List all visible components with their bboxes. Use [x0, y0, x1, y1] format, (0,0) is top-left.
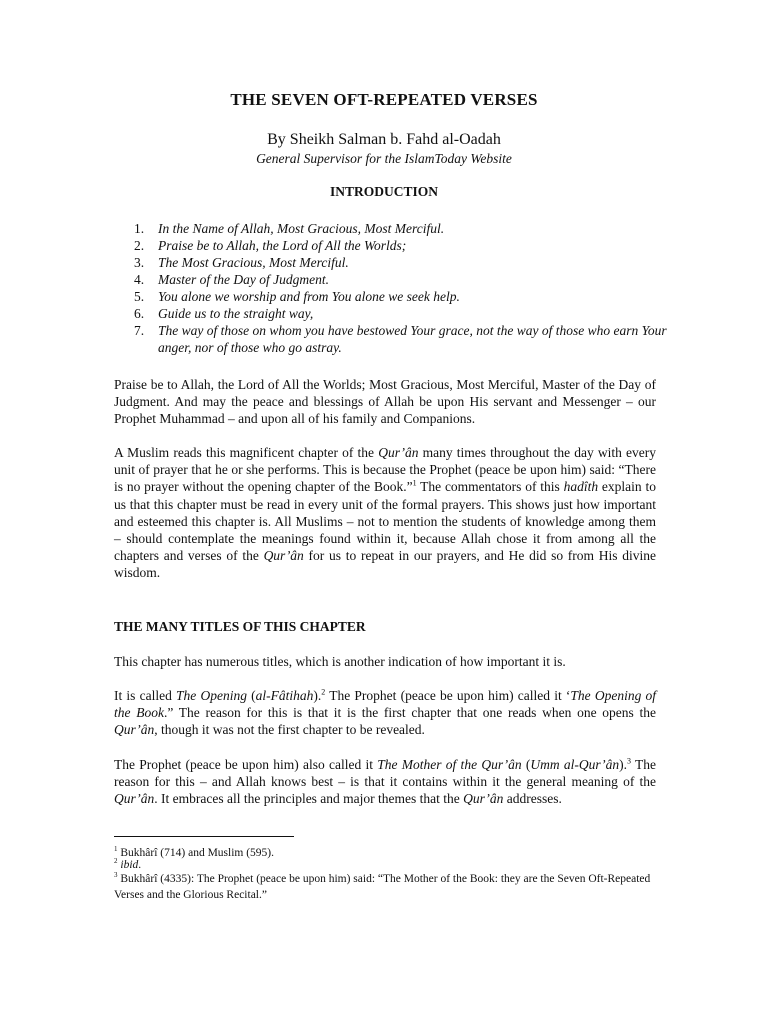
verse-number: 7. [134, 323, 145, 338]
text-italic: Qur’ân [463, 791, 504, 807]
verse-number: 3. [134, 255, 145, 270]
footnote-ref: 3 [626, 756, 631, 766]
text-run: addresses. [503, 791, 562, 807]
verse-text: Praise be to Allah, the Lord of All the Worlds; [158, 238, 407, 253]
verse-item [114, 288, 674, 305]
text-italic: al-Fâtihah [255, 688, 314, 703]
footnote-3 [114, 871, 662, 903]
footnote-text: Bukhârî (714) and Muslim (595). [117, 847, 275, 859]
verse-number: 2. [134, 238, 145, 253]
verse-number: 1. [134, 221, 145, 236]
verse-text: In the Name of Allah, Most Gracious, Most Merciful. [158, 221, 445, 236]
verse-item [114, 271, 674, 288]
paragraph-muslim-reads [114, 444, 656, 582]
paragraph-numerous-titles: This chapter has numerous titles, which is another indication of how important it is. [114, 654, 566, 669]
verse-list [114, 220, 674, 356]
author-byline: By Sheikh Salman b. Fahd al-Oadah [267, 131, 501, 148]
verse-item [114, 237, 674, 254]
footnote-number: 2 [114, 857, 118, 866]
text-italic: Qur’ân [114, 791, 155, 807]
verse-number: 4. [134, 272, 145, 287]
verse-item [114, 254, 674, 271]
footnote-text: Bukhârî (4335): The Prophet (peace be upon him) said: “The Mother of the Book: they are the Seven Oft-Repeated Verses and the Glorious Recital.” [114, 873, 651, 901]
text-run: ( [521, 757, 531, 772]
text-run: for us to repeat in our prayers, and He did so from His divine wisdom. [114, 548, 656, 581]
text-run: It is called [114, 688, 177, 703]
footnote-text: ibid [120, 859, 139, 871]
text-italic: Umm al-Qur’ân [530, 757, 620, 772]
author-role: General Supervisor for the IslamToday Website [256, 151, 512, 166]
section-heading-titles: THE MANY TITLES OF THIS CHAPTER [114, 619, 366, 634]
text-run: ). [313, 688, 322, 703]
verse-number: 6. [134, 306, 145, 321]
verse-text: Guide us to the straight way, [158, 306, 314, 321]
text-italic: The Opening [176, 688, 247, 703]
text-run: The Prophet (peace be upon him) also called it [114, 757, 378, 772]
paragraph-praise: Praise be to Allah, the Lord of All the Worlds; Most Gracious, Most Merciful, Master of the Day of Judgment. And may the peace and blessings of Allah be upon His servant and Messenger – our Prophet Muhammad – and upon all of his family and Companions. [114, 377, 656, 427]
verse-text: The way of those on whom you have bestowed Your grace, not the way of those who earn Your anger, nor of those who go astray. [158, 323, 667, 355]
text-run: , though it was not the first chapter to be revealed. [154, 722, 425, 738]
footnote-2: $^2$ ibid. [114, 857, 142, 871]
text-run: explain to us that this chapter must be read in every unit of the formal prayers. This shows just how important and esteemed this chapter is. All Muslims – not to mention the students of knowledge among them – should contemplate the meanings found within it, because Allah chose it from among all the chapters and verses of the [114, 479, 656, 564]
text-italic: The Mother of the Qur’ân [377, 757, 522, 772]
verse-item [114, 220, 674, 237]
text-run: ( [246, 688, 256, 703]
paragraph-the-opening [114, 687, 656, 739]
text-run: many times throughout the day with every unit of prayer that he or she performs. This is because the Prophet (peace be upon him) said: “There is no prayer without the opening chapter of the Book.” [114, 445, 657, 495]
text-run: A Muslim reads this magnificent chapter of the [114, 445, 379, 460]
paragraph-mother-of-quran [114, 756, 656, 808]
text-run: The reason for this – and Allah knows best – is that it contains within it the general meaning of the [114, 757, 656, 790]
section-heading-introduction: INTRODUCTION [329, 184, 438, 199]
text-italic: Qur’ân [378, 445, 419, 460]
footnote-number: 3 [114, 871, 118, 880]
text-run: The commentators of this [416, 479, 564, 495]
text-run: ). [619, 757, 627, 772]
text-italic: Qur’ân [114, 722, 155, 738]
verse-item [114, 305, 674, 322]
verse-item [114, 322, 674, 356]
document-title: THE SEVEN OFT-REPEATED VERSES [230, 90, 538, 109]
footnote-ref: 2 [321, 687, 326, 697]
verse-text: The Most Gracious, Most Merciful. [158, 255, 349, 270]
verse-text: You alone we worship and from You alone we seek help. [158, 289, 460, 304]
verse-text: Master of the Day of Judgment. [158, 272, 329, 287]
footnote-divider [114, 836, 294, 837]
footnote-ref: 1 [412, 478, 417, 488]
verse-number: 5. [134, 289, 145, 304]
text-run: The Prophet (peace be upon him) called it ‘ [325, 688, 571, 703]
footnote-number: 1 [114, 845, 118, 854]
text-italic: The Opening of the Book [114, 688, 657, 721]
text-run: .” The reason for this is that it is the first chapter that one reads when one opens the [163, 705, 657, 721]
text-run: . It embraces all the principles and major themes that the [154, 791, 464, 807]
text-italic: hadîth [563, 479, 599, 495]
text-italic: Qur’ân [263, 548, 304, 564]
